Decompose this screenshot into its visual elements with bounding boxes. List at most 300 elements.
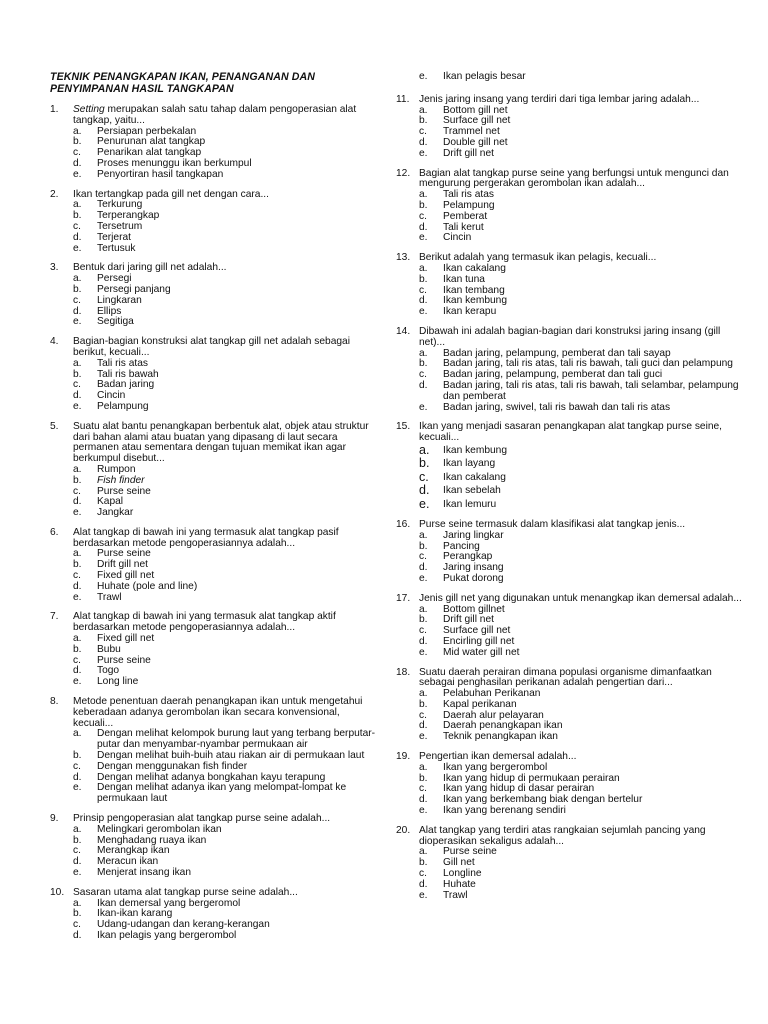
question-stem — [396, 327, 742, 349]
option-letter: c. — [419, 868, 427, 880]
option-letter: c. — [73, 485, 81, 497]
option-letter: a. — [73, 273, 82, 285]
option-letter: e. — [419, 646, 428, 658]
answer-option — [73, 244, 380, 255]
option-letter: d. — [73, 305, 82, 317]
option-letter: e. — [73, 676, 82, 688]
question-number: 1. — [50, 104, 59, 115]
question-text-body: Jenis jaring insang yang terdiri dari tiga lembar jaring adalah... — [419, 93, 700, 105]
question-text — [73, 337, 380, 359]
option-letter: a. — [73, 125, 82, 137]
option-text: Trammel net — [443, 126, 500, 138]
answer-option — [73, 931, 380, 942]
question-text-body: Bagian alat tangkap purse seine yang berfungsi untuk mengunci dan mengurung pergerakan gerombolan ikan adalah... — [419, 167, 729, 190]
answer-option — [73, 868, 380, 879]
question-text-body: Pengertian ikan demersal adalah... — [419, 751, 577, 763]
option-letter: b. — [73, 136, 82, 148]
option-text: Drift gill net — [443, 614, 494, 626]
option-letter: a. — [419, 529, 428, 541]
answer-option — [419, 574, 742, 585]
document-title: TEKNIK PENANGKAPAN IKAN, PENANGANAN DAN PENYIMPANAN HASIL TANGKAPAN — [50, 71, 316, 95]
option-text: Penurunan alat tangkap — [97, 136, 206, 148]
answer-option — [419, 403, 742, 414]
option-text: Jangkar — [97, 507, 134, 519]
option-letter: c. — [73, 294, 81, 306]
option-text: Ikan cakalang — [443, 471, 506, 483]
question-number: 16. — [396, 518, 411, 530]
option-letter: d. — [73, 771, 82, 783]
question-13 — [396, 253, 742, 318]
option-letter: c. — [419, 284, 427, 296]
question-number: 18. — [396, 666, 411, 678]
option-text: Cincin — [443, 232, 472, 244]
option-letter: c. — [419, 369, 427, 381]
question-text-body: Suatu daerah perairan dimana populasi organisme dimanfaatkan sebagai penghasilan perikanan adalah pengertian dari... — [419, 666, 712, 689]
question-text — [73, 888, 380, 899]
left-column — [50, 72, 380, 951]
question-number: 15. — [396, 421, 411, 433]
option-text: Badan jaring — [97, 379, 155, 391]
option-letter: c. — [73, 654, 81, 666]
option-letter: e. — [73, 591, 82, 603]
option-letter: c. — [73, 845, 81, 857]
option-text: Fish finder — [97, 474, 145, 486]
option-text: Dengan melihat adanya bongkahan kayu terapung — [97, 771, 326, 783]
option-letter: d. — [419, 221, 428, 233]
answer-option — [73, 825, 380, 836]
option-letter: a. — [419, 442, 430, 457]
option-text: Kapal perikanan — [443, 698, 517, 710]
question-stem — [50, 697, 380, 729]
question-text — [419, 826, 742, 848]
question-text — [73, 612, 380, 634]
option-letter: b. — [419, 698, 428, 710]
question-text-body: Bentuk dari jaring gill net adalah... — [73, 262, 227, 274]
question-text-body: Berikut adalah yang termasuk ikan pelagis, kecuali... — [419, 252, 657, 264]
option-letter: e. — [73, 168, 82, 180]
option-text: Ikan kembung — [443, 444, 507, 456]
question-11 — [396, 95, 742, 160]
option-letter: e. — [419, 805, 428, 817]
option-text: Ikan yang hidup di dasar perairan — [443, 783, 595, 795]
option-letter: d. — [419, 136, 428, 148]
question-text — [419, 95, 742, 106]
option-letter: e. — [419, 147, 428, 159]
question-text-italic: Setting — [73, 104, 105, 115]
option-letter: d. — [419, 379, 428, 391]
option-letter: b. — [419, 115, 428, 127]
option-letter: a. — [73, 633, 82, 645]
answer-option — [419, 212, 742, 223]
question-2 — [50, 190, 380, 255]
option-text: Rumpon — [97, 463, 136, 475]
option-text: Purse seine — [97, 654, 151, 666]
option-text: Huhate (pole and line) — [97, 580, 198, 592]
option-letter: e. — [419, 232, 428, 244]
question-text — [73, 105, 380, 127]
option-letter: a. — [419, 189, 428, 201]
option-text: Persiapan perbekalan — [97, 125, 197, 137]
option-letter: c. — [419, 783, 427, 795]
option-text: Ikan kerapu — [443, 306, 497, 318]
answer-option — [419, 531, 742, 542]
answer-option — [73, 233, 380, 244]
question-stem — [50, 422, 380, 465]
option-text: Encirling gill net — [443, 635, 515, 647]
option-text: Mid water gill net — [443, 646, 520, 658]
question-stem — [50, 105, 380, 127]
answer-option — [73, 762, 380, 773]
question-number: 9. — [50, 813, 59, 825]
option-text: Ikan cakalang — [443, 262, 506, 274]
option-text: Cincin — [97, 390, 126, 402]
option-text: Bottom gill net — [443, 104, 508, 116]
option-text: Surface gill net — [443, 625, 511, 637]
option-text: Drift gill net — [97, 559, 148, 571]
option-letter: e. — [419, 496, 430, 511]
option-letter: e. — [419, 731, 428, 743]
question-text-body: Jenis gill net yang digunakan untuk menangkap ikan demersal adalah... — [419, 592, 742, 604]
answer-option — [419, 149, 742, 160]
option-text: Huhate — [443, 878, 476, 890]
option-letter: e. — [419, 572, 428, 584]
option-letter: e. — [419, 401, 428, 413]
option-text: Daerah penangkapan ikan — [443, 720, 563, 732]
option-text: Penarikan alat tangkap — [97, 147, 202, 159]
option-text: Tali ris atas — [97, 357, 148, 369]
option-text: Ikan yang berenang sendiri — [443, 805, 566, 817]
option-text: Pelampung — [443, 199, 495, 211]
answer-option — [419, 381, 742, 403]
option-text: Pancing — [443, 540, 480, 552]
option-text: Badan jaring, swivel, tali ris bawah dan tali ris atas — [443, 401, 671, 413]
answer-option — [419, 457, 742, 470]
option-letter: b. — [419, 857, 428, 869]
question-text — [419, 594, 742, 605]
option-letter: c. — [73, 220, 81, 232]
option-text: Ikan demersal yang bergeromol — [97, 897, 241, 909]
answer-option — [419, 471, 742, 484]
question-number: 6. — [50, 526, 59, 538]
question-text-body: Suatu alat bantu penangkapan berbentuk alat, objek atau struktur dari bahan alami atau buatan yang dipasang di laut secara permanen atau sementara dengan tujuan memikat ikan agar berkumpul disebut... — [73, 420, 369, 465]
question-stem — [50, 528, 380, 550]
option-text: Purse seine — [97, 485, 151, 497]
right-column — [396, 72, 742, 910]
option-letter: d. — [73, 580, 82, 592]
question-text-body: Metode penentuan daerah penangkapan ikan untuk mengetahui keberadaan adanya gerombolan ikan secara konvensional, kecuali... — [73, 696, 363, 729]
option-text: Ikan sebelah — [443, 485, 501, 497]
question-text — [73, 422, 380, 465]
question-text-body: Ikan yang menjadi sasaran penangkapan alat tangkap purse seine, kecuali... — [419, 421, 723, 444]
answer-option — [73, 359, 380, 370]
option-letter: c. — [73, 379, 81, 391]
option-letter: e. — [73, 400, 82, 412]
question-12 — [396, 169, 742, 245]
option-text: Ikan-ikan karang — [97, 908, 173, 920]
answer-option — [73, 296, 380, 307]
option-letter: a. — [73, 823, 82, 835]
option-letter: a. — [419, 688, 428, 700]
option-text: Trawl — [443, 889, 468, 901]
question-number: 8. — [50, 696, 59, 708]
answer-option — [73, 677, 380, 688]
option-letter: a. — [73, 357, 82, 369]
option-letter: a. — [73, 548, 82, 560]
option-letter: c. — [73, 760, 81, 772]
question-19 — [396, 752, 742, 817]
option-letter: b. — [73, 368, 82, 380]
option-letter: d. — [73, 665, 82, 677]
option-letter: e. — [73, 242, 82, 254]
question-text — [419, 668, 742, 690]
option-letter: c. — [73, 919, 81, 931]
option-text: Jaring lingkar — [443, 529, 504, 541]
question-number: 7. — [50, 611, 59, 623]
option-text: Ikan pelagis yang bergerombol — [97, 929, 237, 941]
answer-option — [419, 891, 742, 902]
option-text: Badan jaring, pelampung, pemberat dan tali guci — [443, 369, 663, 381]
option-text: Purse seine — [97, 548, 151, 560]
option-text: Trawl — [97, 591, 122, 603]
question-text-body: Alat tangkap di bawah ini yang termasuk alat tangkap aktif berdasarkan metode pengoperasiannya adalah... — [73, 611, 336, 634]
option-letter: d. — [419, 562, 428, 574]
option-letter: b. — [73, 283, 82, 295]
option-text: Purse seine — [443, 846, 497, 858]
question-text-body: Ikan tertangkap pada gill net dengan cara... — [73, 188, 269, 200]
option-letter: e. — [73, 507, 82, 519]
question-text-body: Prinsip pengoperasian alat tangkap purse seine adalah... — [73, 813, 331, 825]
option-letter: b. — [73, 908, 82, 920]
option-text: Penyortiran hasil tangkapan — [97, 168, 224, 180]
option-letter: e. — [73, 867, 82, 878]
option-text: Menjerat insang ikan — [97, 867, 192, 878]
question-20 — [396, 826, 742, 902]
option-letter: a. — [73, 463, 82, 475]
question-number: 12. — [396, 167, 411, 179]
question-stem — [50, 612, 380, 634]
answer-option — [73, 783, 380, 805]
option-letter: d. — [73, 157, 82, 169]
option-text: Pemberat — [443, 210, 488, 222]
option-text: Menghadang ruaya ikan — [97, 834, 207, 846]
question-stem — [396, 594, 742, 605]
answer-option — [73, 170, 380, 181]
option-text: Badan jaring, pelampung, pemberat dan tali sayap — [443, 347, 671, 359]
question-text — [73, 528, 380, 550]
option-letter: d. — [73, 929, 82, 941]
option-text: Longline — [443, 868, 482, 880]
option-text: Ikan pelagis besar — [443, 71, 526, 82]
option-letter: c. — [419, 469, 429, 484]
option-letter: a. — [73, 897, 82, 909]
option-letter: c. — [419, 126, 427, 138]
question-8 — [50, 697, 380, 805]
question-10 — [50, 888, 380, 942]
question-stem — [396, 826, 742, 848]
option-text: Tersetrum — [97, 220, 143, 232]
option-letter: a. — [419, 761, 428, 773]
question-3 — [50, 263, 380, 328]
option-letter: c. — [419, 625, 427, 637]
question-text-body: Sasaran utama alat tangkap purse seine adalah... — [73, 886, 298, 898]
option-text: Ikan lemuru — [443, 498, 497, 510]
option-letter: b. — [73, 643, 82, 655]
question-number: 5. — [50, 420, 59, 432]
option-letter: a. — [73, 199, 82, 211]
option-text: Pukat dorong — [443, 572, 504, 584]
question-number: 19. — [396, 751, 411, 763]
option-text: Ikan yang bergerombol — [443, 761, 548, 773]
option-text: Badan jaring, tali ris atas, tali ris bawah, tali selambar, pelampung dan pemberat — [443, 379, 739, 402]
question-6 — [50, 528, 380, 604]
option-text: Perangkap — [443, 551, 493, 563]
question-number: 14. — [396, 325, 411, 337]
question-1 — [50, 105, 380, 181]
option-letter: d. — [419, 720, 428, 732]
answer-option — [419, 484, 742, 497]
option-text: Udang-udangan dan kerang-kerangan — [97, 919, 270, 931]
question-7 — [50, 612, 380, 688]
option-letter: d. — [419, 794, 428, 806]
question-15 — [396, 422, 742, 511]
option-letter: a. — [73, 728, 82, 740]
option-letter: d. — [73, 856, 82, 868]
option-letter: b. — [419, 199, 428, 211]
option-letter: b. — [73, 750, 82, 762]
option-text: Lingkaran — [97, 294, 142, 306]
question-text — [73, 697, 380, 729]
question-number: 3. — [50, 262, 59, 274]
option-text: Dengan melihat buih-buih atau riakan air di permukaan laut — [97, 750, 365, 762]
option-text: Fixed gill net — [97, 633, 155, 645]
question-18 — [396, 668, 742, 744]
option-letter: c. — [419, 551, 427, 563]
answer-option — [419, 806, 742, 817]
option-text: Segitiga — [97, 316, 134, 328]
option-text: Togo — [97, 665, 120, 677]
option-text: Tali ris atas — [443, 189, 494, 201]
option-letter: b. — [73, 474, 82, 486]
option-letter: e. — [419, 889, 428, 901]
answer-option — [73, 593, 380, 604]
option-letter: b. — [419, 540, 428, 552]
option-text: Fixed gill net — [97, 570, 155, 582]
answer-option — [419, 307, 742, 318]
question-9 — [50, 814, 380, 879]
option-letter: b. — [73, 210, 82, 222]
question-stem — [50, 888, 380, 899]
option-text: Ikan yang hidup di permukaan perairan — [443, 772, 620, 784]
option-letter: d. — [419, 483, 430, 498]
option-text: Tali ris bawah — [97, 368, 159, 380]
option-text: Terjerat — [97, 231, 131, 243]
answer-option — [73, 402, 380, 413]
option-letter: c. — [419, 210, 427, 222]
answer-option — [419, 233, 742, 244]
option-letter: b. — [419, 358, 428, 370]
question-number: 20. — [396, 824, 411, 836]
option-letter: d. — [73, 231, 82, 243]
option-text: Teknik penangkapan ikan — [443, 731, 558, 743]
answer-option — [419, 732, 742, 743]
option-text: Proses menunggu ikan berkumpul — [97, 157, 252, 169]
option-letter: d. — [419, 295, 428, 307]
option-letter: a. — [419, 603, 428, 615]
question-stem — [50, 337, 380, 359]
option-letter: e. — [73, 782, 82, 794]
option-letter: c. — [419, 709, 427, 721]
question-text-body: Alat tangkap di bawah ini yang termasuk alat tangkap pasif berdasarkan metode pengoperasiannya adalah... — [73, 526, 339, 549]
option-letter: c. — [73, 570, 81, 582]
option-text: Tali kerut — [443, 221, 484, 233]
option-letter: b. — [73, 834, 82, 846]
question-stem — [396, 95, 742, 106]
answer-option — [73, 317, 380, 328]
option-letter: a. — [419, 104, 428, 116]
question-stem — [396, 169, 742, 191]
answer-option — [419, 444, 742, 457]
option-text: Long line — [97, 676, 139, 688]
option-letter: b. — [73, 559, 82, 571]
option-text: Ikan tuna — [443, 273, 485, 285]
option-text: Terperangkap — [97, 210, 160, 222]
option-letter: d. — [419, 878, 428, 890]
option-text: Meracun ikan — [97, 856, 159, 868]
option-letter: a. — [419, 262, 428, 274]
option-text: Ikan tembang — [443, 284, 505, 296]
option-text: Tertusuk — [97, 242, 136, 254]
option-text: Ikan yang berkembang biak dengan bertelur — [443, 794, 643, 806]
question-stem — [396, 422, 742, 444]
option-text: Gill net — [443, 857, 475, 869]
option-letter: d. — [73, 390, 82, 402]
option-letter: c. — [73, 147, 81, 159]
option-text: Bottom gillnet — [443, 603, 505, 615]
option-text: Dengan melihat kelompok burung laut yang terbang berputar-putar dan menyambar-nyambar permukaan air — [97, 728, 376, 751]
question-17 — [396, 594, 742, 659]
question-text-body: Alat tangkap yang terdiri atas rangkaian sejumlah pancing yang dioperasikan sekaligus adalah... — [419, 824, 706, 847]
question-stem — [396, 668, 742, 690]
question-number: 11. — [396, 93, 410, 105]
option-text: Persegi panjang — [97, 283, 171, 295]
question-16 — [396, 520, 742, 585]
question-text — [419, 422, 742, 444]
question-number: 2. — [50, 188, 59, 200]
answer-option — [419, 275, 742, 286]
question-text-body: Dibawah ini adalah bagian-bagian dari konstruksi jaring insang (gill net)... — [419, 325, 721, 348]
option-text: Jaring insang — [443, 562, 504, 574]
question-14 — [396, 327, 742, 413]
option-letter: b. — [419, 273, 428, 285]
option-text: Ellips — [97, 305, 122, 317]
option-letter: e. — [419, 71, 428, 82]
option-text: Badan jaring, tali ris atas, tali ris bawah, tali guci dan pelampung — [443, 358, 733, 370]
option-text: Drift gill net — [443, 147, 494, 159]
answer-option — [73, 476, 380, 487]
option-letter: b. — [419, 614, 428, 626]
option-text: Surface gill net — [443, 115, 511, 127]
question-text-body: Purse seine termasuk dalam klasifikasi alat tangkap jenis... — [419, 518, 686, 530]
question-text — [419, 169, 742, 191]
option-letter: e. — [73, 316, 82, 328]
option-text: Melingkari gerombolan ikan — [97, 823, 222, 835]
option-text: Dengan melihat adanya ikan yang melompat-lompat ke permukaan laut — [97, 782, 347, 805]
question-number: 10. — [50, 886, 65, 898]
answer-option — [419, 648, 742, 659]
question-text-body: merupakan salah satu tahap dalam pengoperasian alat tangkap, yaitu... — [73, 104, 357, 126]
continued-option — [419, 72, 742, 83]
option-letter: a. — [419, 846, 428, 858]
